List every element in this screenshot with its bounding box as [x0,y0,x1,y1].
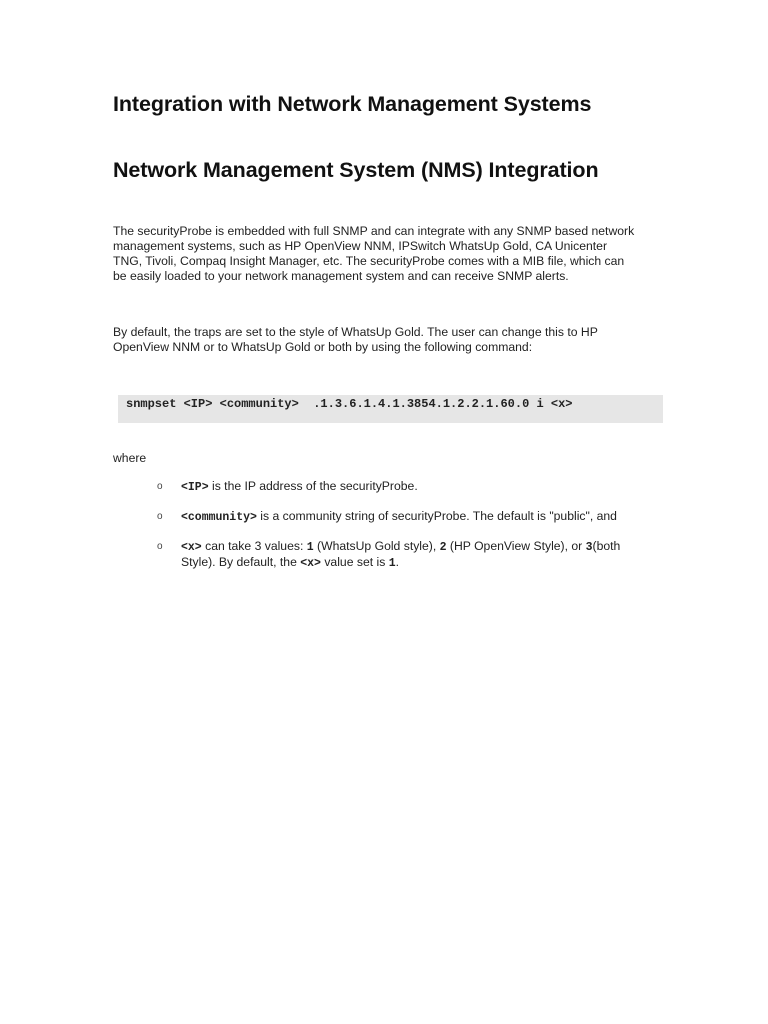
value-1: 1 [306,541,314,554]
paragraph-line: be easily loaded to your network management system and can receive SNMP alerts. [113,269,569,283]
value-2: 2 [439,541,447,554]
value-3: 3 [585,541,593,554]
snmpset-command: snmpset <IP> <community> .1.3.6.1.4.1.3854.1.2.2.1.60.0 i <x> [126,397,573,411]
paragraph-line: The securityProbe is embedded with full SNMP and can integrate with any SNMP based network [113,224,635,238]
community-param-code: <community> [181,511,257,524]
subsection-heading: Network Management System (NMS) Integration [113,158,599,182]
ip-param-description: is the IP address of the securityProbe. [208,479,418,493]
hollow-bullet-icon: o [157,511,163,522]
paragraph-line: By default, the traps are set to the style of WhatsUp Gold. The user can change this to HP [113,325,598,339]
paragraph-line: TNG, Tivoli, Compaq Insight Manager, etc. The securityProbe comes with a MIB file, which can [113,254,625,268]
x-param-text: (WhatsUp Gold style), [313,539,440,553]
default-traps-paragraph [113,325,663,355]
x-param-code: <x> [181,541,202,554]
hollow-bullet-icon: o [157,481,163,492]
command-code-block [118,395,663,423]
x-param-text: can take 3 values: [201,539,307,553]
parameter-list [157,479,667,585]
ip-param-code: <IP> [181,481,209,494]
list-item-ip [157,479,667,495]
list-item-community [157,509,667,525]
x-param-text: value set is [320,555,389,569]
default-value: 1 [388,557,396,570]
x-param-text: (HP OpenView Style), or [446,539,586,553]
x-param-text: (both [592,539,621,553]
intro-paragraph [113,224,663,284]
list-item-x [157,539,667,571]
paragraph-line: management systems, such as HP OpenView NNM, IPSwitch WhatsUp Gold, CA Unicenter [113,239,608,253]
x-param-text: Style). By default, the [181,555,301,569]
hollow-bullet-icon: o [157,541,163,552]
x-param-code-inline: <x> [300,557,321,570]
section-heading: Integration with Network Management Systems [113,92,592,116]
community-param-description: is a community string of securityProbe. The default is "public", and [256,509,617,523]
where-label: where [113,451,147,465]
paragraph-line: OpenView NNM or to WhatsUp Gold or both by using the following command: [113,340,533,354]
x-param-text: . [395,555,399,569]
